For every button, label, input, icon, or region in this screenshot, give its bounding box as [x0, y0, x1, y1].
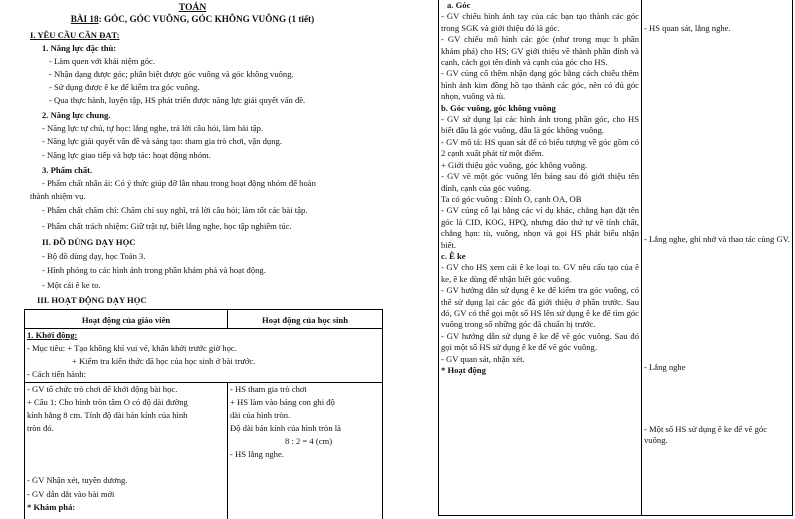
activity-table-right — [438, 0, 793, 516]
right-angle-line-1: - GV sử dụng lại các hình ảnh trong phần góc, cho HS biết đâu là góc vuông, đâu là góc không vuông. — [441, 114, 639, 136]
angle-line-1: - GV chiếu hình ảnh tay của các bạn tạo thành các góc trong SGK và giới thiệu đó là góc. — [441, 11, 639, 33]
student-line-1: - HS tham gia trò chơi — [230, 384, 307, 394]
student-line-4: Độ dài bán kính của hình tròn là — [230, 423, 341, 433]
lesson-name: : GÓC, GÓC VUÔNG, GÓC KHÔNG VUÔNG (1 tiết) — [98, 14, 315, 24]
right-angle-line-6: - GV củng cố lại bằng các ví dụ khác, chẳng hạn đặt tên góc là CID, KOG, HPQ, nhưng đảo thứ tự về tính chất, chẳng hạn: tù, vuông, nhọn và gọi HS phát biểu nhận biết. — [441, 205, 639, 250]
sub-specific-competence: 1. Năng lực đặc thù: — [42, 43, 117, 53]
header-student-cell — [228, 310, 383, 329]
teacher-line-2: + Câu 1: Cho hình tròn tâm O có độ dài đường — [27, 397, 188, 407]
warmup-heading: 1. Khởi động: — [27, 330, 78, 340]
angle-line-2: - GV chiếu mô hình các góc (như trong mục b phần khám phá) cho HS; GV giới thiệu về thành phần đỉnh và cạnh, cách gọi tên đỉnh và cạnh của góc cho HS. — [441, 34, 639, 68]
right-angle-line-3: + Giới thiệu góc vuông, góc không vuông. — [441, 159, 588, 170]
header-teacher-cell — [25, 310, 228, 329]
right-angle-line-4: - GV vẽ một góc vuông lên bảng sau đó giới thiệu tên đỉnh, cạnh của góc vuông. — [441, 171, 639, 193]
student-note-4: - Một số HS sử dụng ê ke để vẽ góc vuông. — [644, 424, 768, 446]
set-square-line-2: - GV hướng dẫn sử dụng ê ke để kiểm tra góc vuông, có thể sử dụng lại các góc đã giới thiệu ở phần trước. Sau đó, GV có thể gọi một số HS lên sử dụng ê ke để tìm góc vuông trong số những góc đã chuẩn bị trước. — [441, 285, 639, 330]
gen-line-3: - Năng lực giao tiếp và hợp tác: hoạt động nhóm. — [42, 150, 211, 160]
teacher-line-1: - GV tổ chức trò chơi để khởi động bài học. — [27, 384, 178, 394]
req-line-2: - Nhận dạng được góc; phân biệt được góc vuông và góc không vuông. — [49, 69, 294, 79]
student-column — [642, 0, 793, 516]
subject-title: TOÁN — [178, 2, 207, 13]
material-line-2: - Hình phóng to các hình ảnh trong phần khám phá và hoạt động. — [42, 265, 266, 275]
teacher-cell — [25, 383, 228, 519]
material-line-1: - Bộ đồ dùng dạy, học Toán 3. — [42, 251, 146, 261]
heading-angle: a. Góc — [447, 0, 471, 10]
student-line-6: - HS lắng nghe. — [230, 449, 284, 459]
warmup-row — [25, 329, 383, 383]
student-note-2: - Lắng nghe, ghi nhớ và thao tác cùng GV. — [644, 234, 790, 244]
student-cell — [228, 383, 383, 519]
heading-activity: * Hoạt động — [441, 365, 486, 375]
set-square-line-4: - GV quan sát, nhận xét. — [441, 353, 525, 364]
activity-table-left — [24, 309, 383, 519]
teacher-column-text — [439, 0, 641, 376]
teacher-line-4: tròn đó. — [27, 423, 54, 433]
header-student: Hoạt động của học sinh — [262, 315, 348, 325]
req-line-3: - Sử dụng được ê ke để kiểm tra góc vuông. — [49, 82, 200, 92]
gen-line-2: - Năng lực giải quyết vấn đề và sáng tạo: tham gia trò chơi, vận dụng. — [42, 136, 282, 146]
req-line-1: - Làm quen với khái niệm góc. — [49, 56, 155, 66]
section-activities: III. HOẠT ĐỘNG DẠY HỌC — [37, 295, 147, 305]
set-square-line-1: - GV cho HS xem cái ê ke loại to. GV nêu cấu tạo của ê ke, ê ke dùng để nhận biết góc vuông. — [441, 262, 639, 284]
lesson-prefix: BÀI 18 — [70, 14, 99, 24]
material-line-3: - Một cái ê ke to. — [42, 280, 101, 290]
student-note-1: - HS quan sát, lắng nghe. — [644, 23, 731, 33]
page-gutter — [385, 0, 410, 519]
teacher-line-5: - GV Nhận xét, tuyên dương. — [27, 475, 128, 485]
teacher-line-3: kính bằng 8 cm. Tính độ dài bán kính của hình — [27, 410, 188, 420]
student-line-3: dài của hình tròn. — [230, 410, 291, 420]
heading-set-square: c. Ê ke — [441, 250, 466, 261]
angle-line-3: - GV củng cố thêm nhận dạng góc bằng cách chiếu thêm hình ảnh kim đồng hồ tạo thành các góc, nên có đủ góc nhọn, vuông và tù. — [441, 68, 639, 102]
quality-line-1b: thành nhiệm vụ. — [30, 191, 86, 201]
teacher-column — [439, 0, 642, 516]
teacher-line-6: - GV dẫn dắt vào bài mới — [27, 489, 115, 499]
lesson-title — [0, 14, 385, 24]
quality-line-3: - Phẩm chất trách nhiệm: Giữ trật tự, biết lắng nghe, học tập nghiêm túc. — [42, 221, 292, 231]
quality-line-1: - Phẩm chất nhân ái: Có ý thức giúp đỡ lẫn nhau trong hoạt động nhóm để hoàn — [42, 178, 316, 188]
warmup-method: - Cách tiến hành: — [27, 369, 86, 379]
student-note-3: - Lắng nghe — [644, 362, 686, 372]
right-angle-line-2: - GV mô tả: HS quan sát để có biểu tượng về góc gồm có 2 cạnh xuất phát từ một điểm. — [441, 136, 639, 159]
heading-right-angle: b. Góc vuông, góc không vuông — [441, 102, 556, 113]
student-line-5: 8 : 2 = 4 (cm) — [285, 436, 333, 446]
student-line-2: + HS làm vào bảng con ghi độ — [230, 397, 335, 407]
gen-line-1: - Năng lực tự chủ, tự học: lắng nghe, trả lời câu hỏi, làm bài tập. — [42, 123, 264, 133]
warmup-goal-2: + Kiểm tra kiến thức đã học của học sinh ở bài trước. — [72, 356, 256, 366]
section-requirements: I. YÊU CẦU CẦN ĐẠT: — [30, 30, 120, 40]
section-materials: II. ĐỒ DÙNG DẠY HỌC — [42, 237, 136, 247]
header-teacher: Hoạt động của giáo viên — [81, 315, 171, 325]
right-page — [410, 0, 795, 519]
teacher-line-7: * Khám phá: — [27, 502, 76, 512]
sub-qualities: 3. Phẩm chất. — [42, 165, 93, 175]
warmup-goal-1: - Mục tiêu: + Tạo không khí vui vẻ, khấn khởi trước giờ học. — [27, 343, 237, 353]
left-page — [0, 0, 385, 519]
quality-line-2: - Phẩm chất chăm chỉ: Chăm chỉ suy nghĩ, trả lời câu hỏi; làm tốt các bài tập. — [42, 205, 308, 215]
req-line-4: - Qua thực hành, luyện tập, HS phát triển được năng lực giải quyết vấn đề. — [49, 95, 306, 105]
sub-general-competence: 2. Năng lực chung. — [42, 110, 111, 120]
right-angle-line-5: Ta có góc vuông : Đỉnh O, cạnh OA, OB — [441, 193, 582, 204]
set-square-line-3: - GV hướng dẫn sử dụng ê ke để vẽ góc vuông. Sau đó gọi một số HS sử dụng ê ke để vẽ góc vuông. — [441, 330, 639, 353]
